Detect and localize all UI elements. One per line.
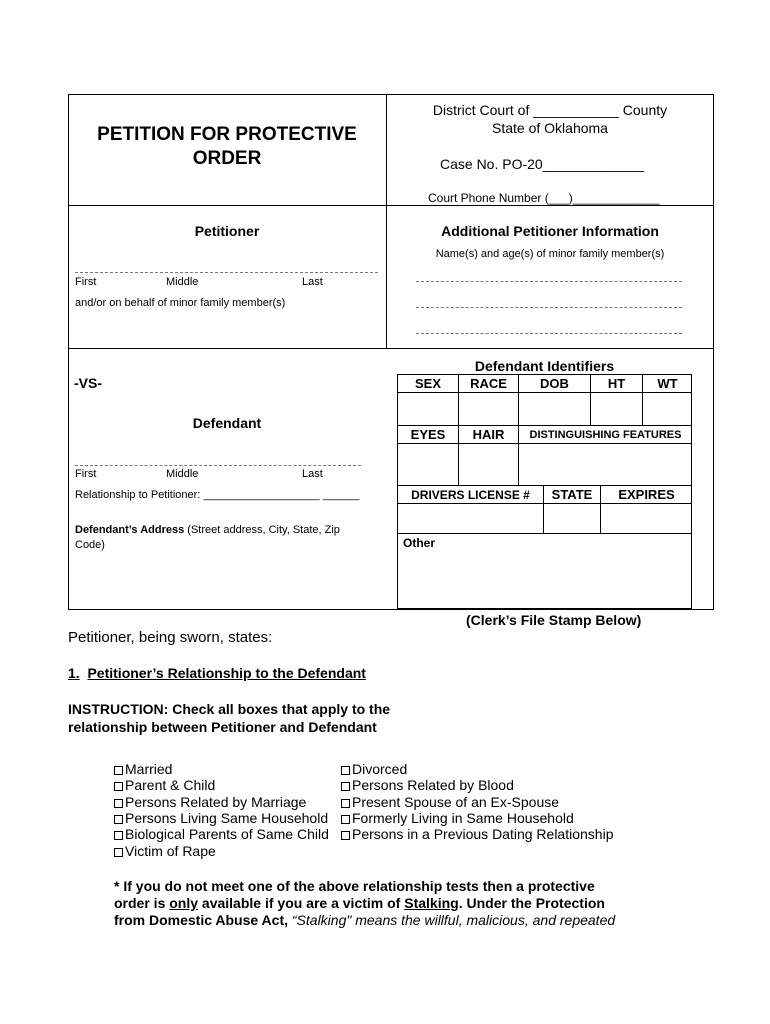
notice-line-3: from Domestic Abuse Act, “Stalking" means the willful, malicious, and repeated [114, 912, 616, 928]
section-1-instruction [68, 700, 390, 736]
defendant-relationship-field[interactable]: Relationship to Petitioner: ___________________ ______ [75, 489, 360, 501]
additional-info-subheading: Name(s) and age(s) of minor family member(s) [435, 248, 665, 260]
id-header-sex: SEX [414, 376, 441, 391]
form-center-divider [386, 94, 387, 348]
defendant-last-label: Last [302, 468, 323, 480]
id-header-wt: WT [657, 376, 678, 391]
court-county-line: District Court of ___________ County [432, 102, 668, 118]
stalking-notice [114, 878, 662, 929]
petitioner-name-line[interactable] [75, 272, 378, 273]
instruction-line-2: relationship between Petitioner and Defendant [68, 719, 377, 735]
defendant-first-label: First [75, 468, 97, 480]
option-previous-dating[interactable]: Persons in a Previous Dating Relationship [341, 826, 613, 842]
checkbox-icon[interactable] [341, 766, 350, 775]
petitioner-last-label: Last [302, 276, 323, 288]
form-row-divider-1 [68, 205, 714, 206]
court-phone-number[interactable]: Court Phone Number (___)_____________ [428, 191, 660, 205]
option-victim-of-rape[interactable]: Victim of Rape [114, 843, 216, 859]
id-header-hair: HAIR [472, 427, 505, 442]
page-title [70, 123, 384, 171]
id-header-license: DRIVERS LICENSE # [411, 488, 530, 502]
option-related-by-marriage[interactable]: Persons Related by Marriage [114, 794, 306, 810]
option-married[interactable]: Married [114, 761, 172, 777]
clerk-file-stamp-label: (Clerk’s File Stamp Below) [466, 612, 642, 628]
defendant-address-label [75, 523, 375, 553]
id-row-line-5 [397, 503, 692, 504]
id-header-eyes: EYES [410, 427, 446, 442]
title-line-2: ORDER [192, 148, 262, 169]
checkbox-icon[interactable] [114, 848, 123, 857]
checkbox-icon[interactable] [114, 815, 123, 824]
section-1-title: Petitioner’s Relationship to the Defendant [87, 665, 366, 681]
option-related-by-blood[interactable]: Persons Related by Blood [341, 777, 514, 793]
option-biological-parents[interactable]: Biological Parents of Same Child [114, 826, 329, 842]
petitioner-middle-label: Middle [166, 276, 199, 288]
identifiers-heading: Defendant Identifiers [474, 358, 615, 374]
option-parent-child[interactable]: Parent & Child [114, 777, 215, 793]
id-row-line-2 [397, 425, 692, 426]
checkbox-icon[interactable] [341, 799, 350, 808]
id-header-expires: EXPIRES [618, 487, 675, 502]
id-row-line-3 [397, 443, 692, 444]
minor-member-line-1[interactable] [416, 281, 682, 282]
checkbox-icon[interactable] [114, 766, 123, 775]
id-header-features: DISTINGUISHING FEATURES [529, 429, 682, 441]
id-row-line-1 [397, 392, 692, 393]
section-1-heading [68, 665, 366, 681]
checkbox-icon[interactable] [114, 799, 123, 808]
id-header-state: STATE [551, 487, 593, 502]
case-number[interactable]: Case No. PO-20_____________ [440, 156, 644, 172]
id-header-race: RACE [470, 376, 507, 391]
petitioner-first-label: First [75, 276, 97, 288]
petitioner-heading: Petitioner [194, 223, 260, 239]
checkbox-icon[interactable] [341, 815, 350, 824]
notice-line-1: * If you do not meet one of the above relationship tests then a protective [114, 878, 595, 894]
checkbox-icon[interactable] [114, 782, 123, 791]
defendant-middle-label: Middle [166, 468, 199, 480]
checkbox-icon[interactable] [114, 831, 123, 840]
id-other-label: Other [403, 536, 436, 550]
notice-line-2: order is only available if you are a victim of Stalking. Under the Protection [114, 895, 605, 911]
sworn-statement: Petitioner, being sworn, states: [68, 629, 273, 646]
option-formerly-living-same-household[interactable]: Formerly Living in Same Household [341, 810, 574, 826]
section-1-number: 1. [68, 665, 80, 681]
defendant-address-title: Defendant’s Address [75, 524, 185, 536]
defendant-address-hint: (Street address, City, State, Zip [184, 524, 340, 536]
option-divorced[interactable]: Divorced [341, 761, 407, 777]
id-header-dob: DOB [540, 376, 569, 391]
option-living-same-household[interactable]: Persons Living Same Household [114, 810, 328, 826]
id-row-line-6 [397, 533, 692, 534]
title-line-1: PETITION FOR PROTECTIVE [97, 124, 357, 145]
court-state-line: State of Oklahoma [492, 120, 608, 136]
defendant-name-line[interactable] [75, 465, 361, 466]
petitioner-on-behalf-label: and/or on behalf of minor family member(s) [75, 297, 286, 309]
defendant-heading: Defendant [192, 415, 262, 431]
id-row-line-4 [397, 485, 692, 486]
id-header-ht: HT [607, 376, 626, 391]
checkbox-icon[interactable] [341, 831, 350, 840]
minor-member-line-3[interactable] [416, 333, 682, 334]
minor-member-line-2[interactable] [416, 307, 682, 308]
additional-info-heading: Additional Petitioner Information [441, 223, 659, 239]
defendant-address-hint-2: Code) [75, 539, 105, 551]
versus-label: -VS- [74, 375, 102, 391]
option-present-spouse-ex-spouse[interactable]: Present Spouse of an Ex-Spouse [341, 794, 559, 810]
form-row-divider-2 [68, 348, 714, 349]
checkbox-icon[interactable] [341, 782, 350, 791]
instruction-line-1: INSTRUCTION: Check all boxes that apply to the [68, 701, 391, 717]
